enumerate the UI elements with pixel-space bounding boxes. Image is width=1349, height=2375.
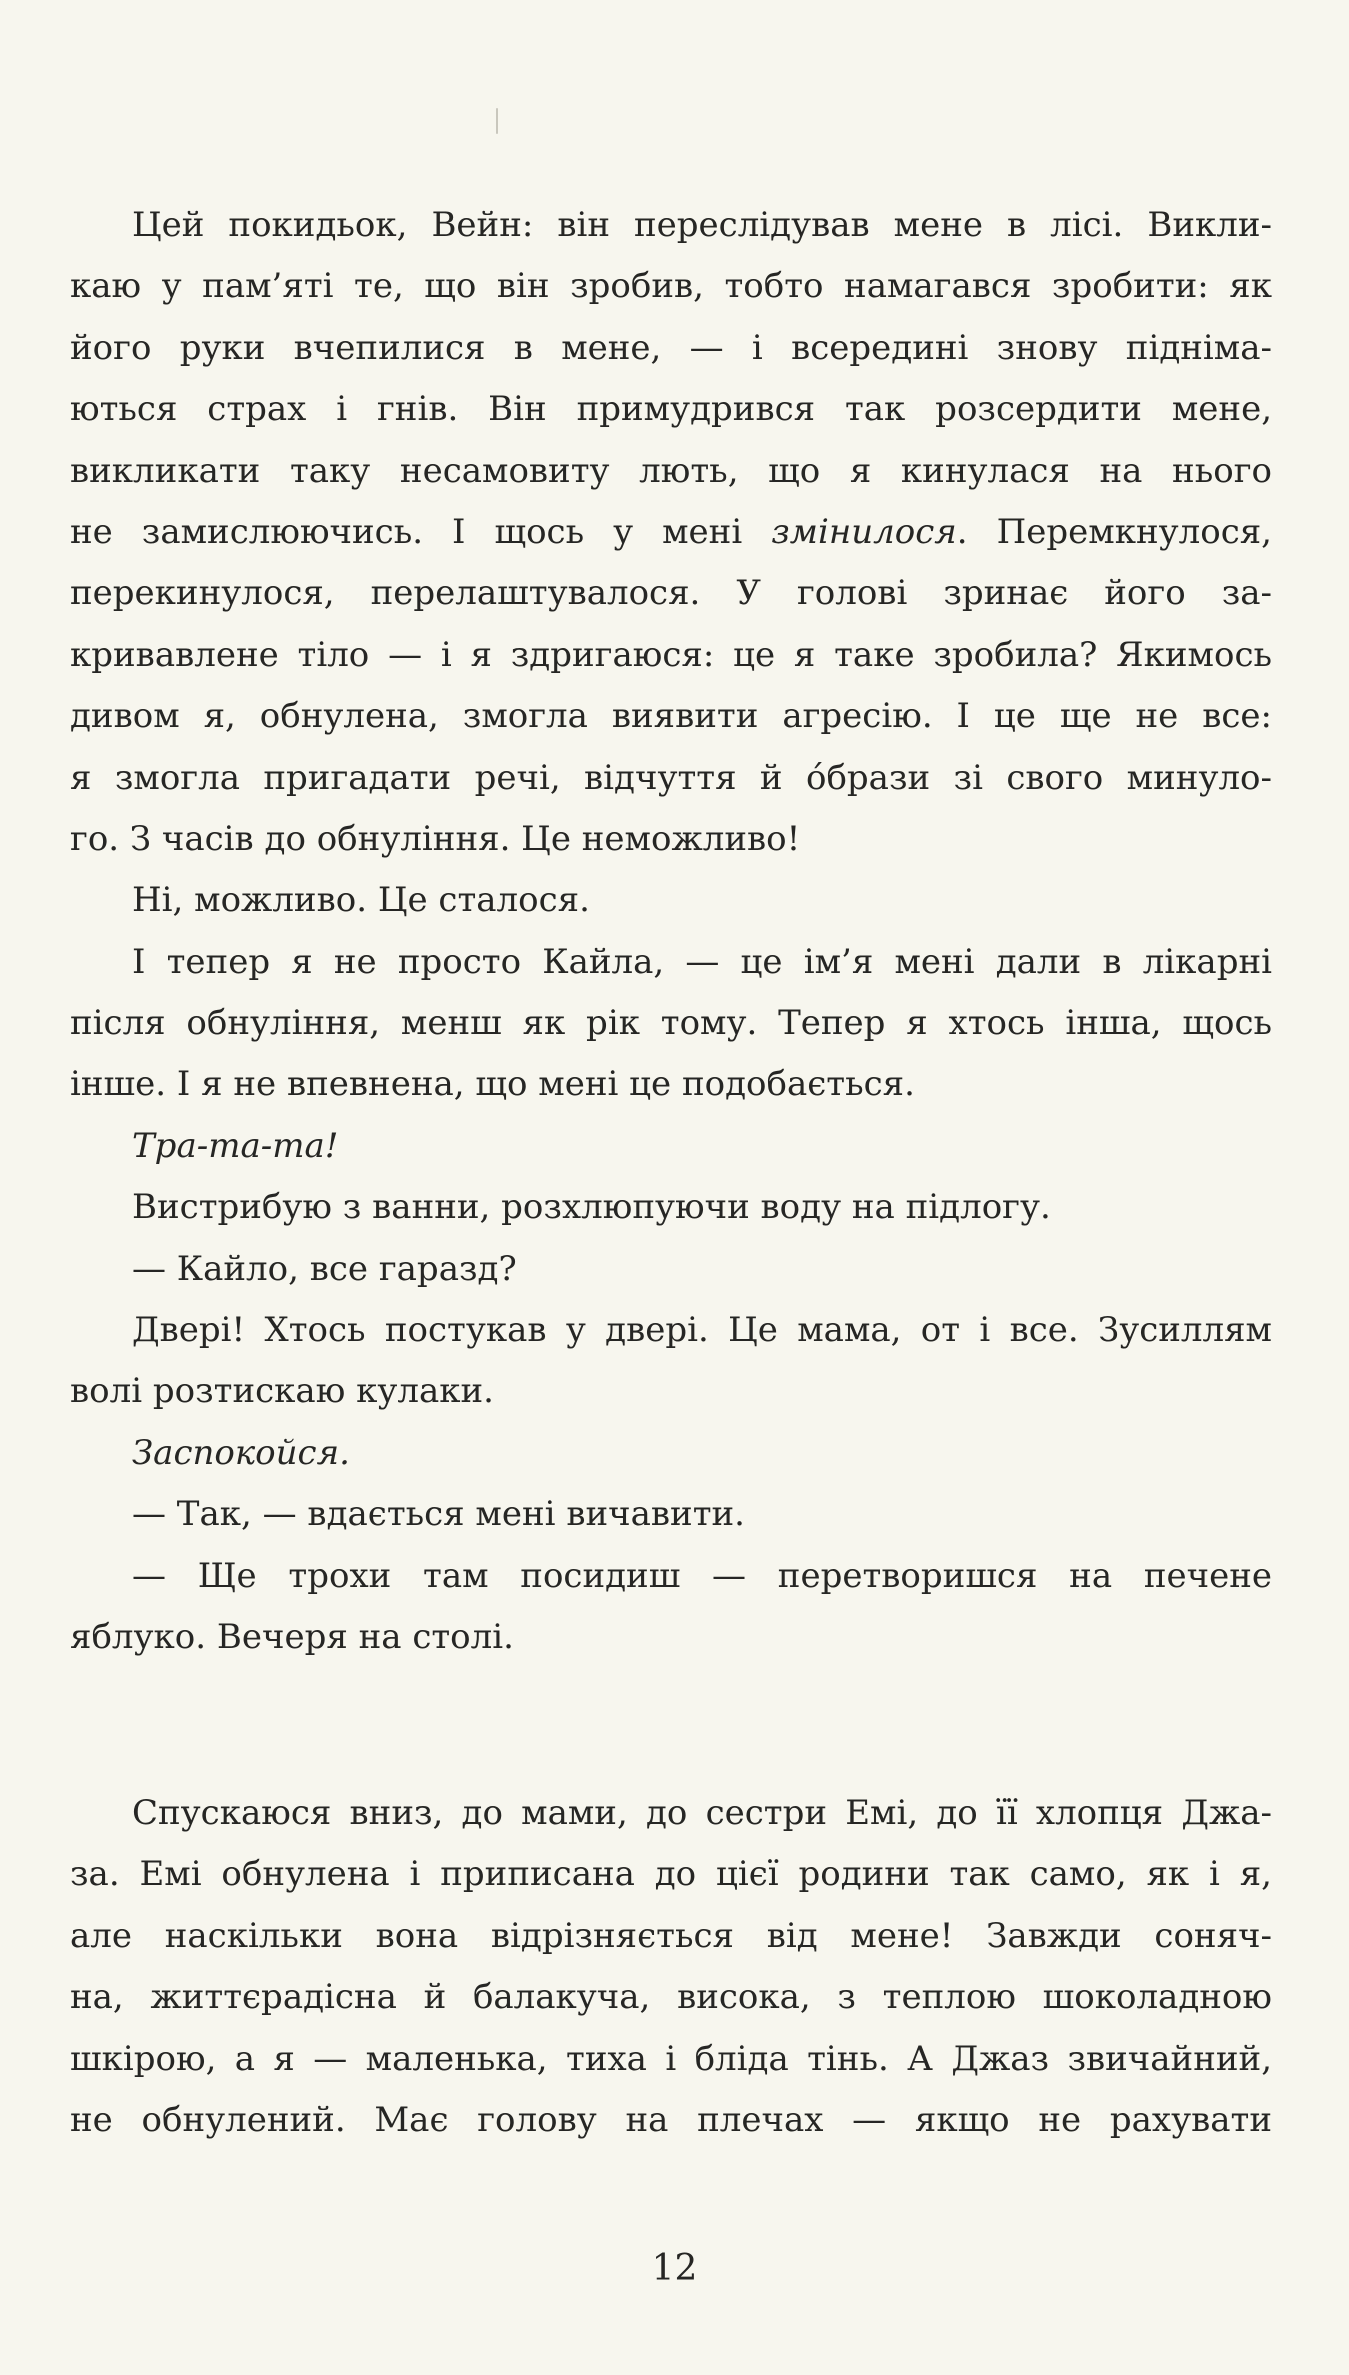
scan-speck	[496, 108, 498, 134]
paragraph-10	[70, 1546, 1272, 1669]
text-line: волі розтискаю кулаки.	[70, 1371, 494, 1412]
text-line: го. З часів до обнуління. Це неможливо!	[70, 818, 801, 859]
text-line: Спускаюся вниз, до мами, до сестри Емі, до її хлопця Джа-	[132, 1793, 1272, 1833]
text-line: за. Емі обнулена і приписана до цієї родини так само, як і я,	[70, 1854, 1272, 1895]
text-span: . Перемкнулося,	[956, 511, 1272, 552]
text-line: не обнулений. Має голову на плечах — якщо не рахувати	[70, 2099, 1272, 2140]
section-2	[70, 1783, 1272, 2151]
text-line: після обнуління, менш як рік тому. Тепер я хтось інша, щось	[70, 1003, 1272, 1044]
paragraph-5: Вистрибую з ванни, розхлюпуючи воду на підлогу.	[132, 1187, 1051, 1228]
text-line: — Ще трохи там посидиш — перетворишся на печене	[132, 1555, 1272, 1596]
paragraph-11	[70, 1783, 1272, 2151]
paragraph-1	[70, 195, 1272, 870]
text-line: шкірою, а я — маленька, тиха і бліда тінь. А Джаз звичайний,	[70, 2038, 1272, 2079]
text-line: Двері! Хтось постукав у двері. Це мама, от і все. Зусиллям	[132, 1310, 1272, 1351]
text-line: Цей покидьок, Вейн: він переслідував мене в лісі. Викли-	[132, 205, 1272, 245]
emphasis-span: змінилося	[771, 511, 957, 552]
text-line: перекинулося, перелаштувалося. У голові зринає його за-	[70, 573, 1272, 614]
paragraph-8: Заспокойся.	[132, 1432, 350, 1473]
paragraph-2: Ні, можливо. Це сталося.	[132, 880, 590, 921]
text-line: викликати таку несамовиту лють, що я кинулася на нього	[70, 450, 1272, 491]
text-line: я змогла пригадати речі, відчуття й óбрази зі свого минуло-	[70, 757, 1272, 798]
section-1	[70, 195, 1272, 1668]
text-line: ються страх і гнів. Він примудрився так розсердити мене,	[70, 389, 1272, 430]
text-line: його руки вчепилися в мене, — і всередині знову підніма-	[70, 327, 1272, 368]
paragraph-6: — Кайло, все гаразд?	[132, 1248, 517, 1289]
paragraph-9: — Так, — вдається мені вичавити.	[132, 1494, 745, 1535]
text-line: кривавлене тіло — і я здригаюся: це я таке зробила? Якимось	[70, 634, 1272, 675]
text-line: І тепер я не просто Кайла, — це ім’я мені дали в лікарні	[132, 941, 1272, 982]
paragraph-7	[70, 1300, 1272, 1423]
paragraph-4: Тра-та-та!	[132, 1125, 339, 1166]
text-span: не замислюючись. І щось у мені	[70, 511, 772, 552]
text-line: каю у пам’яті те, що він зробив, тобто намагався зробити: як	[70, 266, 1272, 307]
text-line: яблуко. Вечеря на столі.	[70, 1616, 514, 1657]
text-line: дивом я, обнулена, змогла виявити агресію. І це ще не все:	[70, 696, 1272, 737]
text-line: але наскільки вона відрізняється від мене! Завжди соняч-	[70, 1915, 1272, 1956]
paragraph-3	[70, 932, 1272, 1116]
page-number: 12	[651, 2248, 698, 2289]
text-line: інше. І я не впевнена, що мені це подобається.	[70, 1064, 915, 1105]
text-line	[70, 502, 1272, 563]
text-line: на, життєрадісна й балакуча, висока, з теплою шоколадною	[70, 1977, 1272, 2018]
